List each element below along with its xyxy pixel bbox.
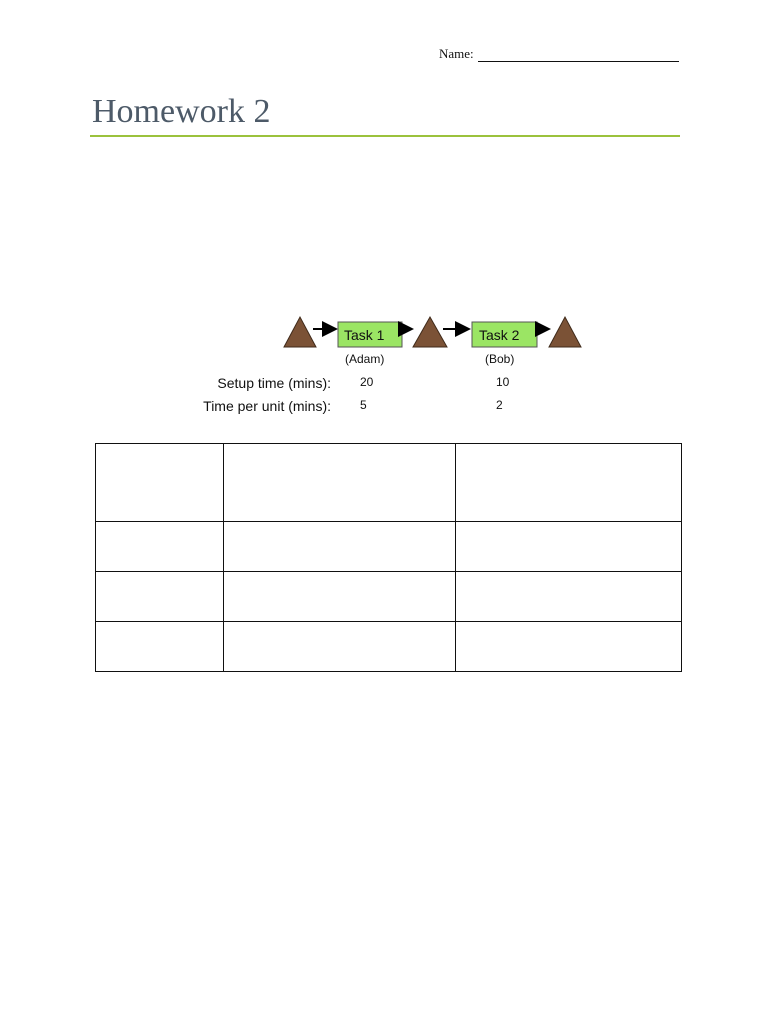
table-cell[interactable] (456, 622, 682, 672)
table-cell[interactable] (96, 444, 224, 522)
table-cell[interactable] (224, 572, 456, 622)
table-row (96, 522, 682, 572)
inventory-triangle-2 (413, 317, 447, 347)
setup-time-task-1: 20 (360, 375, 374, 389)
name-label: Name: (439, 46, 474, 61)
table-row (96, 622, 682, 672)
setup-time-task-2: 10 (496, 375, 510, 389)
task-2-worker: (Bob) (485, 352, 515, 366)
table-row (96, 444, 682, 522)
table-cell[interactable] (456, 572, 682, 622)
table-cell[interactable] (96, 572, 224, 622)
table-cell[interactable] (224, 522, 456, 572)
process-flow-svg (180, 300, 610, 430)
time-per-unit-task-1: 5 (360, 398, 367, 412)
setup-time-label: Setup time (mins): (217, 375, 331, 391)
answer-table (95, 443, 682, 672)
table-cell[interactable] (456, 444, 682, 522)
page-title: Homework 2 (92, 93, 271, 130)
process-flow-diagram (180, 300, 610, 430)
name-field[interactable] (439, 46, 679, 62)
table-cell[interactable] (224, 444, 456, 522)
table-cell[interactable] (456, 522, 682, 572)
task-1-label: Task 1 (344, 327, 385, 343)
title-divider (90, 135, 680, 137)
time-per-unit-label: Time per unit (mins): (203, 398, 331, 414)
inventory-triangle-1 (284, 317, 316, 347)
table-cell[interactable] (224, 622, 456, 672)
table-cell[interactable] (96, 522, 224, 572)
task-2-label: Task 2 (479, 327, 520, 343)
table-cell[interactable] (96, 622, 224, 672)
inventory-triangle-3 (549, 317, 581, 347)
table-row (96, 572, 682, 622)
task-1-worker: (Adam) (345, 352, 385, 366)
name-blank-line[interactable] (478, 47, 679, 62)
time-per-unit-task-2: 2 (496, 398, 503, 412)
